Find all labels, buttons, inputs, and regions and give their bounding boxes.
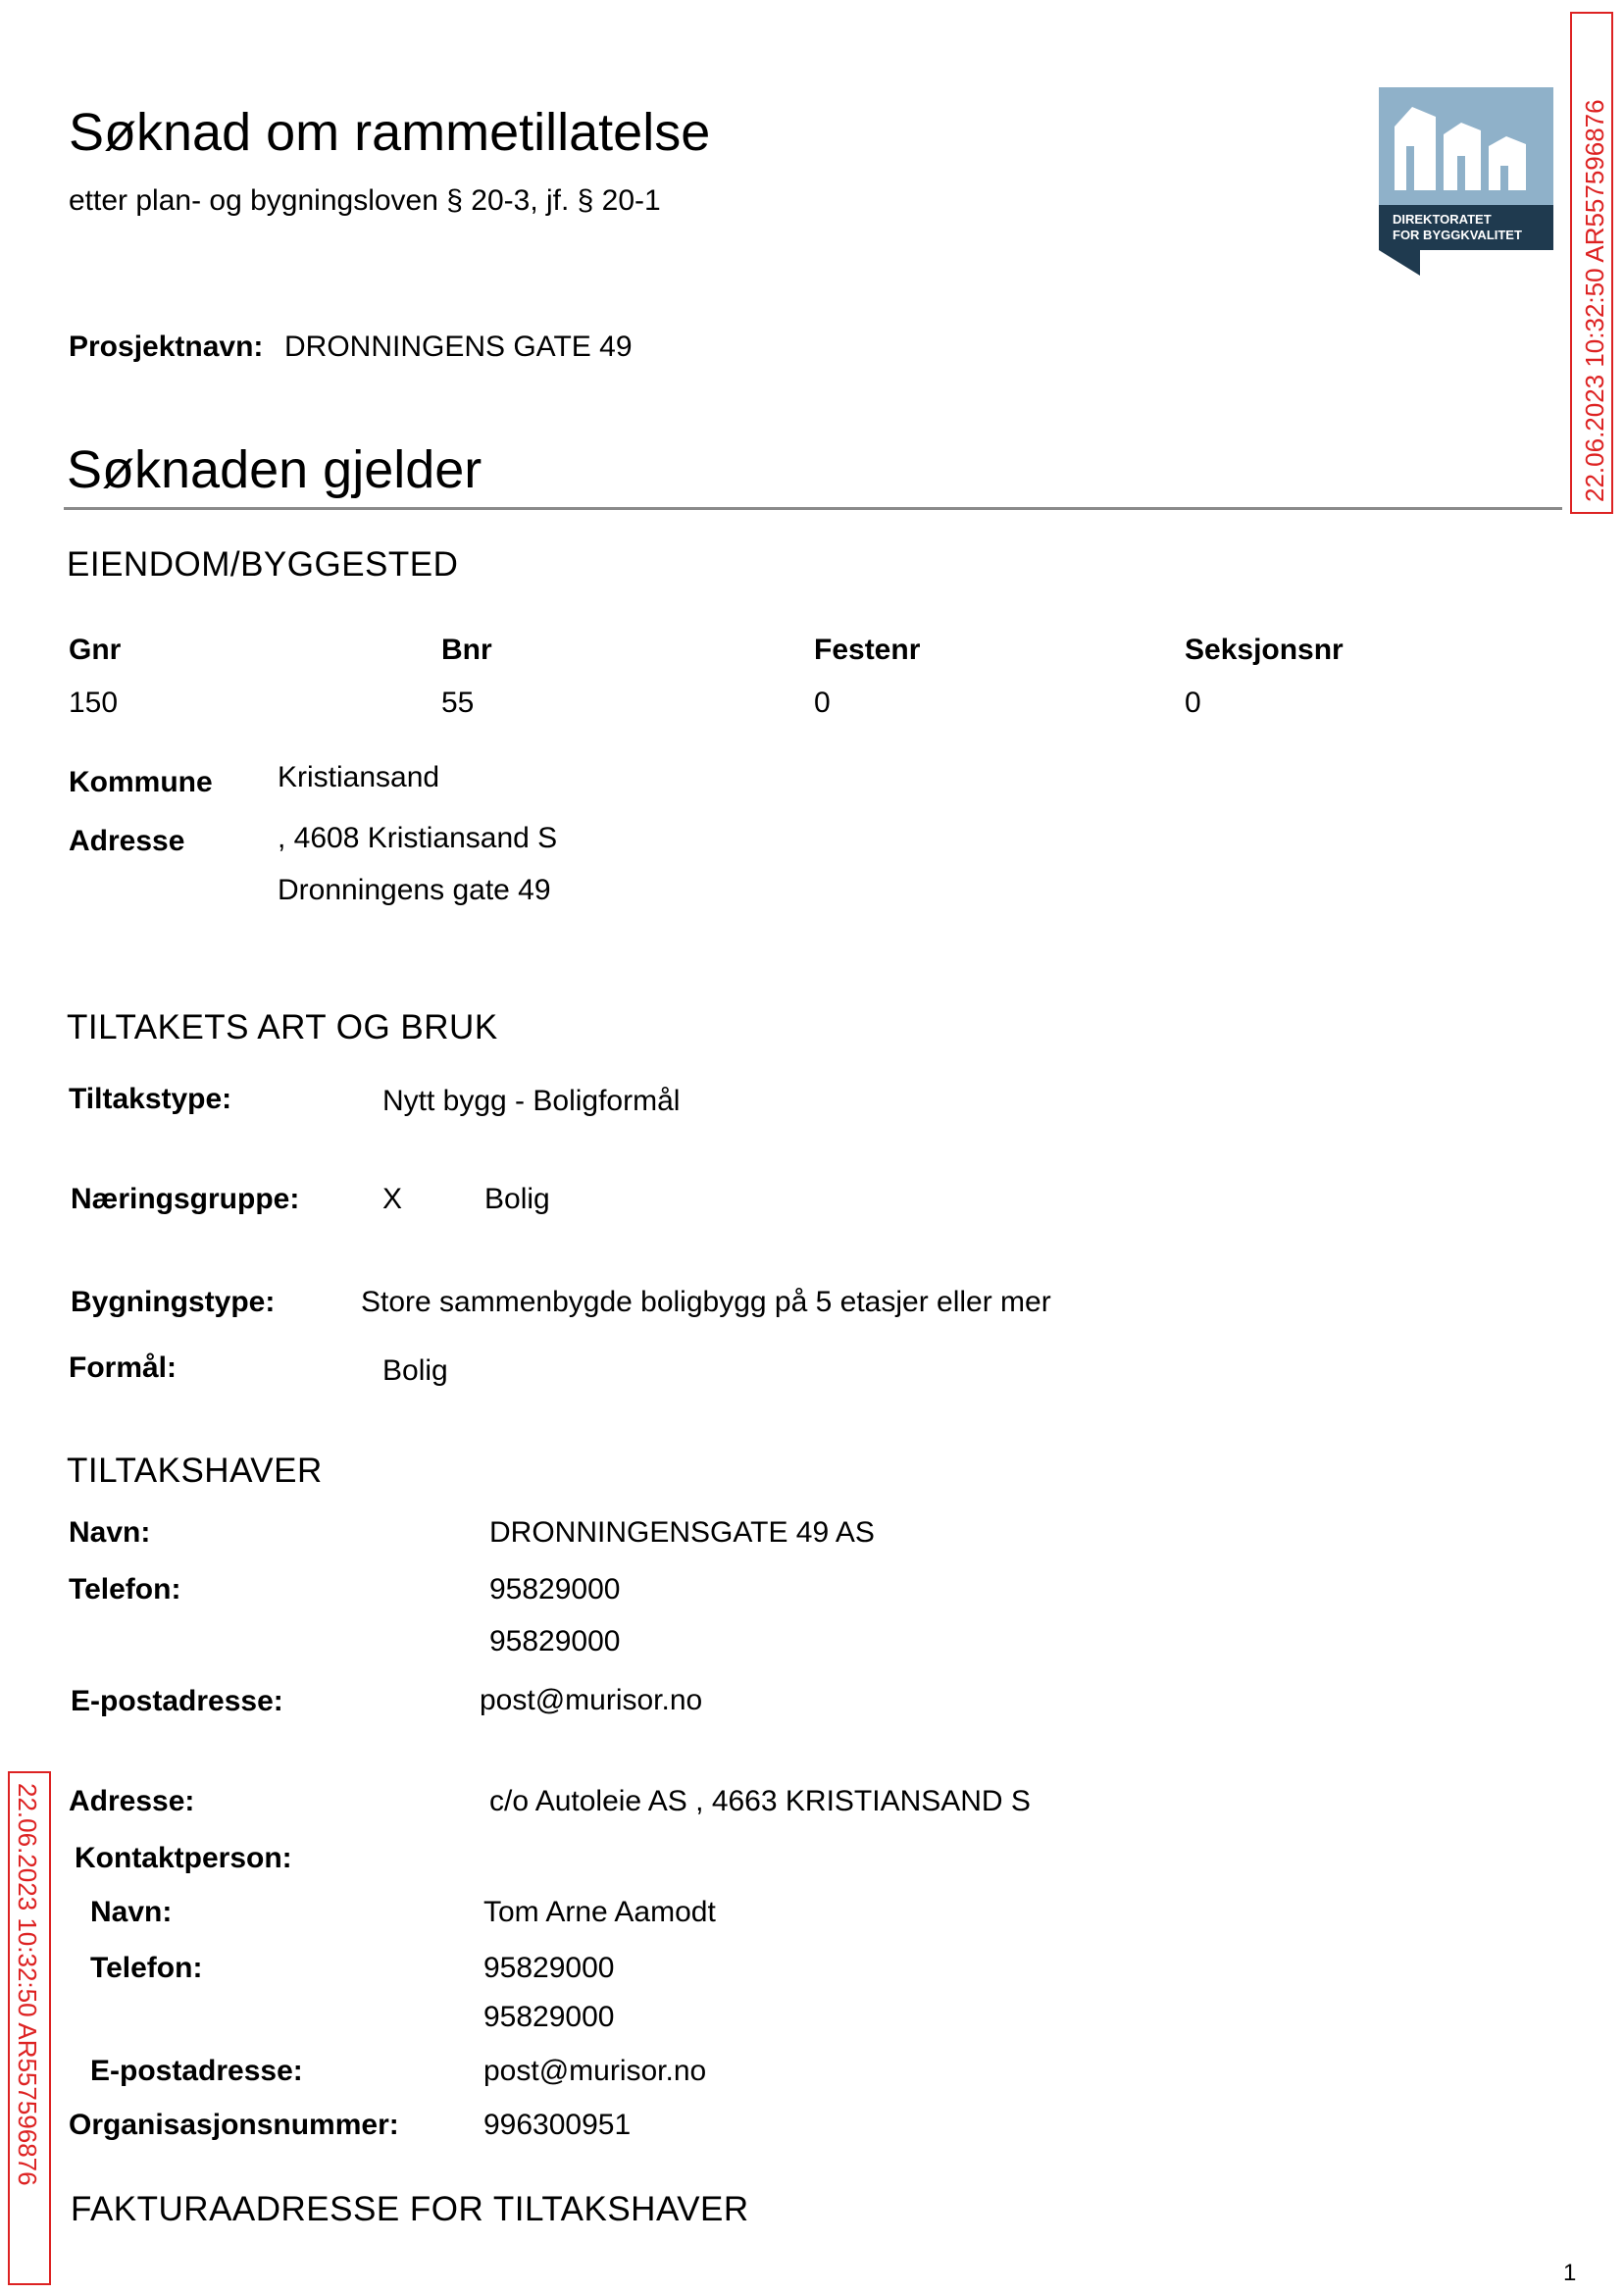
festenr-value: 0 bbox=[814, 687, 831, 719]
kontakt-epost-value: post@murisor.no bbox=[483, 2055, 707, 2087]
timestamp-stamp-bottom bbox=[8, 1771, 51, 2285]
faktura-heading: FAKTURAADRESSE FOR TILTAKSHAVER bbox=[71, 2190, 749, 2228]
seksjonsnr-value: 0 bbox=[1185, 687, 1201, 719]
stamp-text: 22.06.2023 10:32:50 AR557596876 bbox=[13, 1783, 42, 2186]
section-divider bbox=[64, 507, 1562, 510]
kontakt-telefon-label: Telefon: bbox=[90, 1952, 203, 1984]
timestamp-stamp-top bbox=[1570, 12, 1613, 514]
stamp-text: 22.06.2023 10:32:50 AR557596876 bbox=[1580, 99, 1609, 502]
festenr-label: Festenr bbox=[814, 634, 921, 666]
tiltakshaver-epost-label: E-postadresse: bbox=[71, 1685, 283, 1717]
tiltakshaver-telefon-label: Telefon: bbox=[69, 1573, 181, 1606]
kommune-label: Kommune bbox=[69, 766, 213, 798]
adresse-label: Adresse bbox=[69, 825, 185, 857]
logo-text-line1: DIREKTORATET bbox=[1393, 212, 1492, 227]
logo-text-line2: FOR BYGGKVALITET bbox=[1393, 228, 1522, 242]
document-title: Søknad om rammetillatelse bbox=[69, 103, 711, 162]
tiltakshaver-adresse-value: c/o Autoleie AS , 4663 KRISTIANSAND S bbox=[489, 1785, 1031, 1817]
naeringsgruppe-value: Bolig bbox=[484, 1183, 550, 1215]
tiltakshaver-navn-label: Navn: bbox=[69, 1516, 151, 1549]
eiendom-heading: EIENDOM/BYGGESTED bbox=[67, 545, 459, 584]
kommune-value: Kristiansand bbox=[278, 761, 440, 793]
tiltakshaver-adresse-label: Adresse: bbox=[69, 1785, 195, 1817]
kontakt-navn-value: Tom Arne Aamodt bbox=[483, 1896, 716, 1928]
tiltakstype-label: Tiltakstype: bbox=[69, 1083, 232, 1115]
formal-value: Bolig bbox=[382, 1354, 448, 1387]
page-number: 1 bbox=[1563, 2260, 1577, 2286]
orgnr-value: 996300951 bbox=[483, 2109, 632, 2141]
tiltakshaver-navn-value: DRONNINGENSGATE 49 AS bbox=[489, 1516, 875, 1549]
naeringsgruppe-code: X bbox=[382, 1183, 403, 1215]
gnr-value: 150 bbox=[69, 687, 119, 719]
tiltakshaver-epost-value: post@murisor.no bbox=[480, 1684, 703, 1716]
adresse-line2: Dronningens gate 49 bbox=[278, 874, 551, 906]
project-name-label: Prosjektnavn: bbox=[69, 331, 264, 363]
formal-label: Formål: bbox=[69, 1351, 178, 1384]
kontakt-navn-label: Navn: bbox=[90, 1896, 173, 1928]
orgnr-label: Organisasjonsnummer: bbox=[69, 2109, 399, 2141]
tiltakshaver-heading: TILTAKSHAVER bbox=[67, 1452, 323, 1490]
seksjonsnr-label: Seksjonsnr bbox=[1185, 634, 1344, 666]
adresse-line1: , 4608 Kristiansand S bbox=[278, 822, 558, 854]
document-subtitle: etter plan- og bygningsloven § 20-3, jf. § 20-1 bbox=[69, 184, 661, 217]
project-name-value: DRONNINGENS GATE 49 bbox=[284, 331, 633, 363]
gnr-label: Gnr bbox=[69, 634, 122, 666]
tiltak-heading: TILTAKETS ART OG BRUK bbox=[67, 1008, 498, 1046]
kontakt-telefon-value2: 95829000 bbox=[483, 2001, 615, 2033]
kontaktperson-label: Kontaktperson: bbox=[75, 1842, 292, 1874]
naeringsgruppe-label: Næringsgruppe: bbox=[71, 1183, 300, 1215]
kontakt-telefon-value1: 95829000 bbox=[483, 1952, 615, 1984]
tiltakshaver-telefon-value2: 95829000 bbox=[489, 1625, 621, 1657]
tiltakshaver-telefon-value1: 95829000 bbox=[489, 1573, 621, 1606]
bnr-value: 55 bbox=[441, 687, 475, 719]
kontakt-epost-label: E-postadresse: bbox=[90, 2055, 303, 2087]
tiltakstype-value: Nytt bygg - Boligformål bbox=[382, 1085, 681, 1117]
bygningstype-label: Bygningstype: bbox=[71, 1286, 276, 1318]
section-title: Søknaden gjelder bbox=[67, 440, 482, 499]
bygningstype-value: Store sammenbygde boligbygg på 5 etasjer eller mer bbox=[361, 1286, 1051, 1318]
bnr-label: Bnr bbox=[441, 634, 492, 666]
dibk-logo bbox=[1379, 87, 1553, 280]
